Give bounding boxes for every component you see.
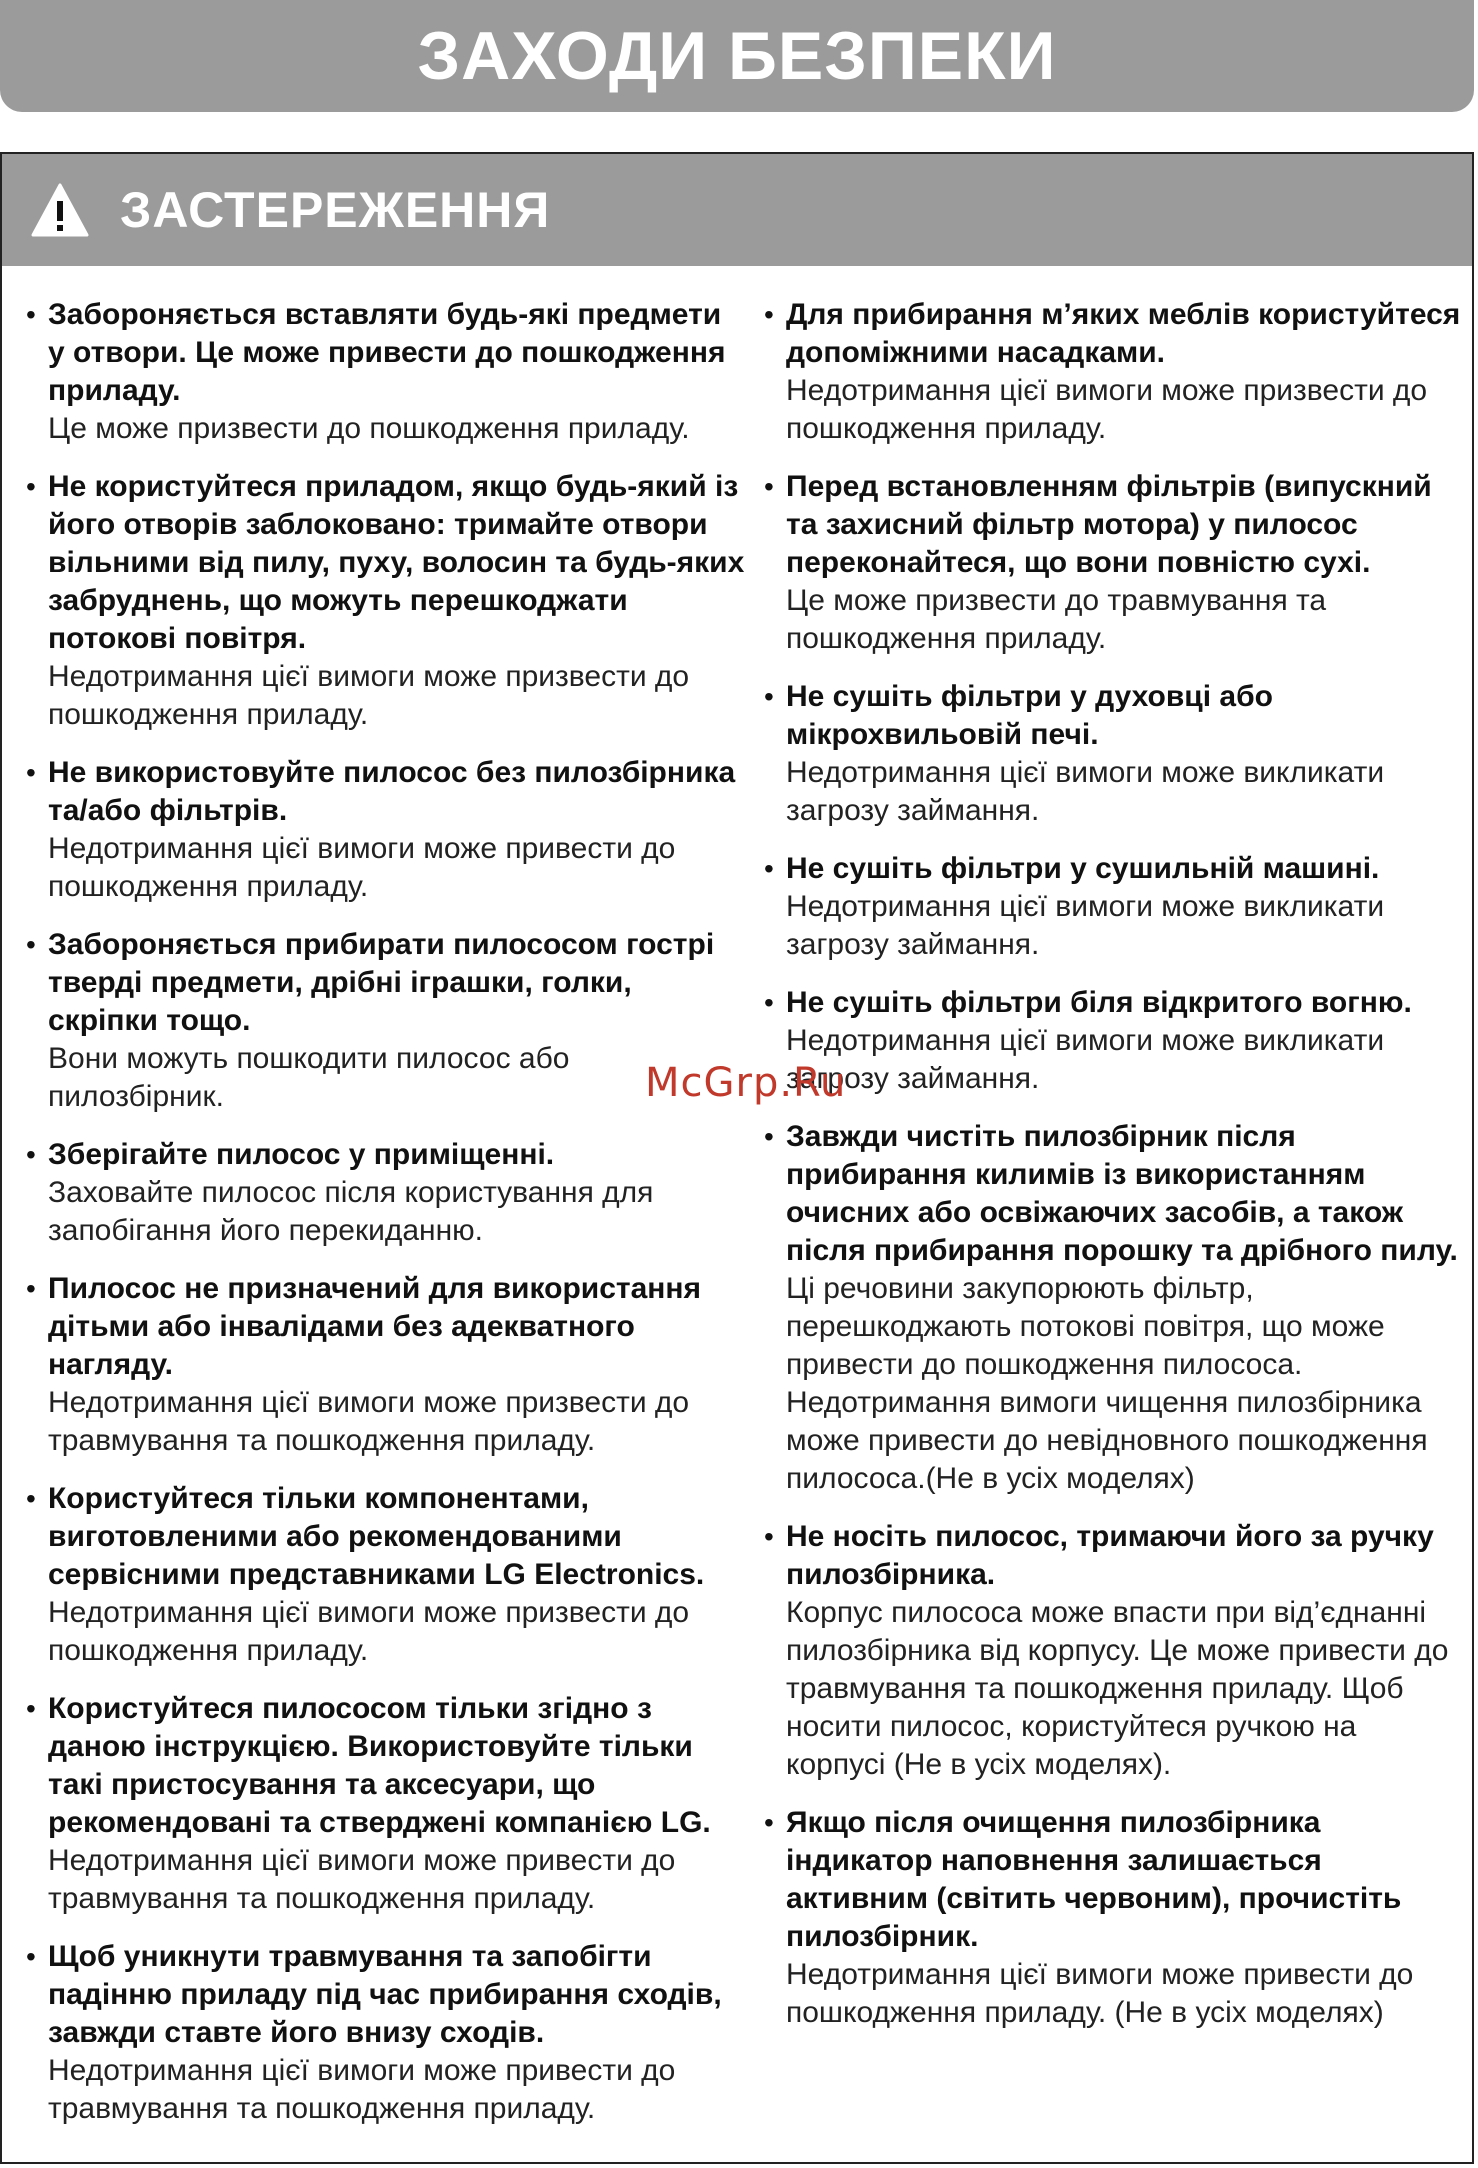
bullet-icon: •	[26, 929, 36, 960]
caution-warning: Не носіть пилосос, тримаючи його за ручку пилозбірника.	[786, 1520, 1434, 1591]
caution-warning: Забороняється вставляти будь-які предмети у отвори. Це може привести до пошкодження приладу.	[48, 298, 726, 407]
caution-warning: Завжди чистіть пилозбірник після прибирання килимів із використанням очисних або освіжаючих засобів, а також після прибирання порошку та дрібного пилу.	[786, 1120, 1458, 1267]
caution-item	[26, 1270, 746, 1460]
caution-item	[26, 1480, 746, 1670]
bullet-icon: •	[764, 1807, 774, 1838]
caution-description: Ці речовини закупорюють фільтр, перешкоджають потокові повітря, що може привести до пошкодження пилососа. Недотримання вимоги чищення пилозбірника може привести до невідновного пошкодження пилососа.(Не в усіх моделях)	[786, 1272, 1428, 1495]
right-column	[764, 296, 1464, 2052]
caution-description: Це може призвести до пошкодження приладу.	[48, 412, 690, 445]
caution-warning: Зберігайте пилосос у приміщенні.	[48, 1138, 555, 1171]
caution-description: Недотримання цієї вимоги може призвести до пошкодження приладу.	[48, 660, 690, 731]
bullet-icon: •	[764, 853, 774, 884]
bullet-icon: •	[764, 681, 774, 712]
bullet-icon: •	[26, 757, 36, 788]
caution-warning: Не використовуйте пилосос без пилозбірника та/або фільтрів.	[48, 756, 736, 827]
bullet-icon: •	[26, 1483, 36, 1514]
caution-item	[764, 1518, 1464, 1784]
caution-item	[26, 296, 746, 448]
caution-description: Недотримання цієї вимоги може привести до пошкодження приладу.	[48, 832, 676, 903]
caution-frame	[0, 152, 1474, 2164]
bullet-icon: •	[764, 1121, 774, 1152]
caution-item	[26, 754, 746, 906]
bullet-icon: •	[26, 1941, 36, 1972]
bullet-icon: •	[764, 299, 774, 330]
caution-warning: Не сушіть фільтри у сушильній машині.	[786, 852, 1380, 885]
caution-description: Корпус пилососа може впасти при від’єднанні пилозбірника від корпусу. Це може привести до травмування та пошкодження приладу. Щоб носити пилосос, користуйтеся ручкою на корпусі (Не в усіх моделях).	[786, 1596, 1449, 1781]
caution-warning: Не сушіть фільтри біля відкритого вогню.	[786, 986, 1412, 1019]
caution-description: Це може призвести до травмування та пошкодження приладу.	[786, 584, 1327, 655]
caution-item	[764, 1804, 1464, 2032]
bullet-icon: •	[764, 471, 774, 502]
caution-warning: Для прибирання м’яких меблів користуйтеся допоміжними насадками.	[786, 298, 1461, 369]
caution-warning: Забороняється прибирати пилососом гострі тверді предмети, дрібні іграшки, голки, скріпки тощо.	[48, 928, 715, 1037]
warning-triangle-icon	[30, 182, 90, 238]
caution-item	[26, 926, 746, 1116]
caution-description: Недотримання цієї вимоги може привести до травмування та пошкодження приладу.	[48, 1844, 676, 1915]
caution-description: Недотримання цієї вимоги може призвести до пошкодження приладу.	[48, 1596, 690, 1667]
caution-description: Вони можуть пошкодити пилосос або пилозбірник.	[48, 1042, 570, 1113]
caution-description: Недотримання цієї вимоги може викликати загрозу займання.	[786, 756, 1385, 827]
caution-warning: Користуйтеся тільки компонентами, виготовленими або рекомендованими сервісними представниками LG Electronics.	[48, 1482, 705, 1591]
caution-item	[26, 1938, 746, 2128]
caution-item	[26, 1690, 746, 1918]
caution-description: Недотримання цієї вимоги може привести до пошкодження приладу. (Не в усіх моделях)	[786, 1958, 1414, 2029]
caution-description: Недотримання цієї вимоги може призвести до травмування та пошкодження приладу.	[48, 1386, 690, 1457]
caution-description: Заховайте пилосос після користування для запобігання його перекиданню.	[48, 1176, 654, 1247]
caution-warning: Не сушіть фільтри у духовці або мікрохвильовій печі.	[786, 680, 1273, 751]
caution-item	[764, 468, 1464, 658]
caution-warning: Перед встановленням фільтрів (випускний та захисний фільтр мотора) у пилосос переконайтеся, що вони повністю сухі.	[786, 470, 1432, 579]
caution-warning: Пилосос не призначений для використання дітьми або інвалідами без адекватного нагляду.	[48, 1272, 702, 1381]
caution-warning: Не користуйтеся приладом, якщо будь-який із його отворів заблоковано: тримайте отвори вільними від пилу, пуху, волосин та будь-яких забруднень, що можуть перешкоджати потокові повітря.	[48, 470, 745, 655]
bullet-icon: •	[26, 1139, 36, 1170]
section-title: ЗАСТЕРЕЖЕННЯ	[120, 182, 551, 238]
caution-item	[764, 850, 1464, 964]
page-title-bar	[0, 0, 1474, 112]
caution-item	[26, 468, 746, 734]
bullet-icon: •	[26, 299, 36, 330]
caution-warning: Щоб уникнути травмування та запобігти падінню приладу під час прибирання сходів, завжди ставте його внизу сходів.	[48, 1940, 722, 2049]
bullet-icon: •	[26, 1273, 36, 1304]
caution-description: Недотримання цієї вимоги може призвести до пошкодження приладу.	[786, 374, 1428, 445]
caution-description: Недотримання цієї вимоги може викликати загрозу займання.	[786, 890, 1385, 961]
caution-item	[764, 678, 1464, 830]
left-column	[26, 296, 746, 2148]
caution-description: Недотримання цієї вимоги може викликати загрозу займання.	[786, 1024, 1385, 1095]
caution-item	[764, 296, 1464, 448]
watermark: McGrp.Ru	[645, 1060, 847, 1106]
bullet-icon: •	[26, 471, 36, 502]
page-title: ЗАХОДИ БЕЗПЕКИ	[417, 18, 1057, 94]
caution-item	[26, 1136, 746, 1250]
caution-warning: Якщо після очищення пилозбірника індикатор наповнення залишається активним (світить червоним), прочистіть пилозбірник.	[786, 1806, 1402, 1953]
caution-item	[764, 1118, 1464, 1498]
caution-description: Недотримання цієї вимоги може привести до травмування та пошкодження приладу.	[48, 2054, 676, 2125]
bullet-icon: •	[764, 1521, 774, 1552]
section-header	[2, 154, 1472, 266]
caution-warning: Користуйтеся пилососом тільки згідно з даною інструкцією. Використовуйте тільки такі пристосування та аксесуари, що рекомендовані та стверджені компанією LG.	[48, 1692, 711, 1839]
bullet-icon: •	[26, 1693, 36, 1724]
caution-item	[764, 984, 1464, 1098]
bullet-icon: •	[764, 987, 774, 1018]
